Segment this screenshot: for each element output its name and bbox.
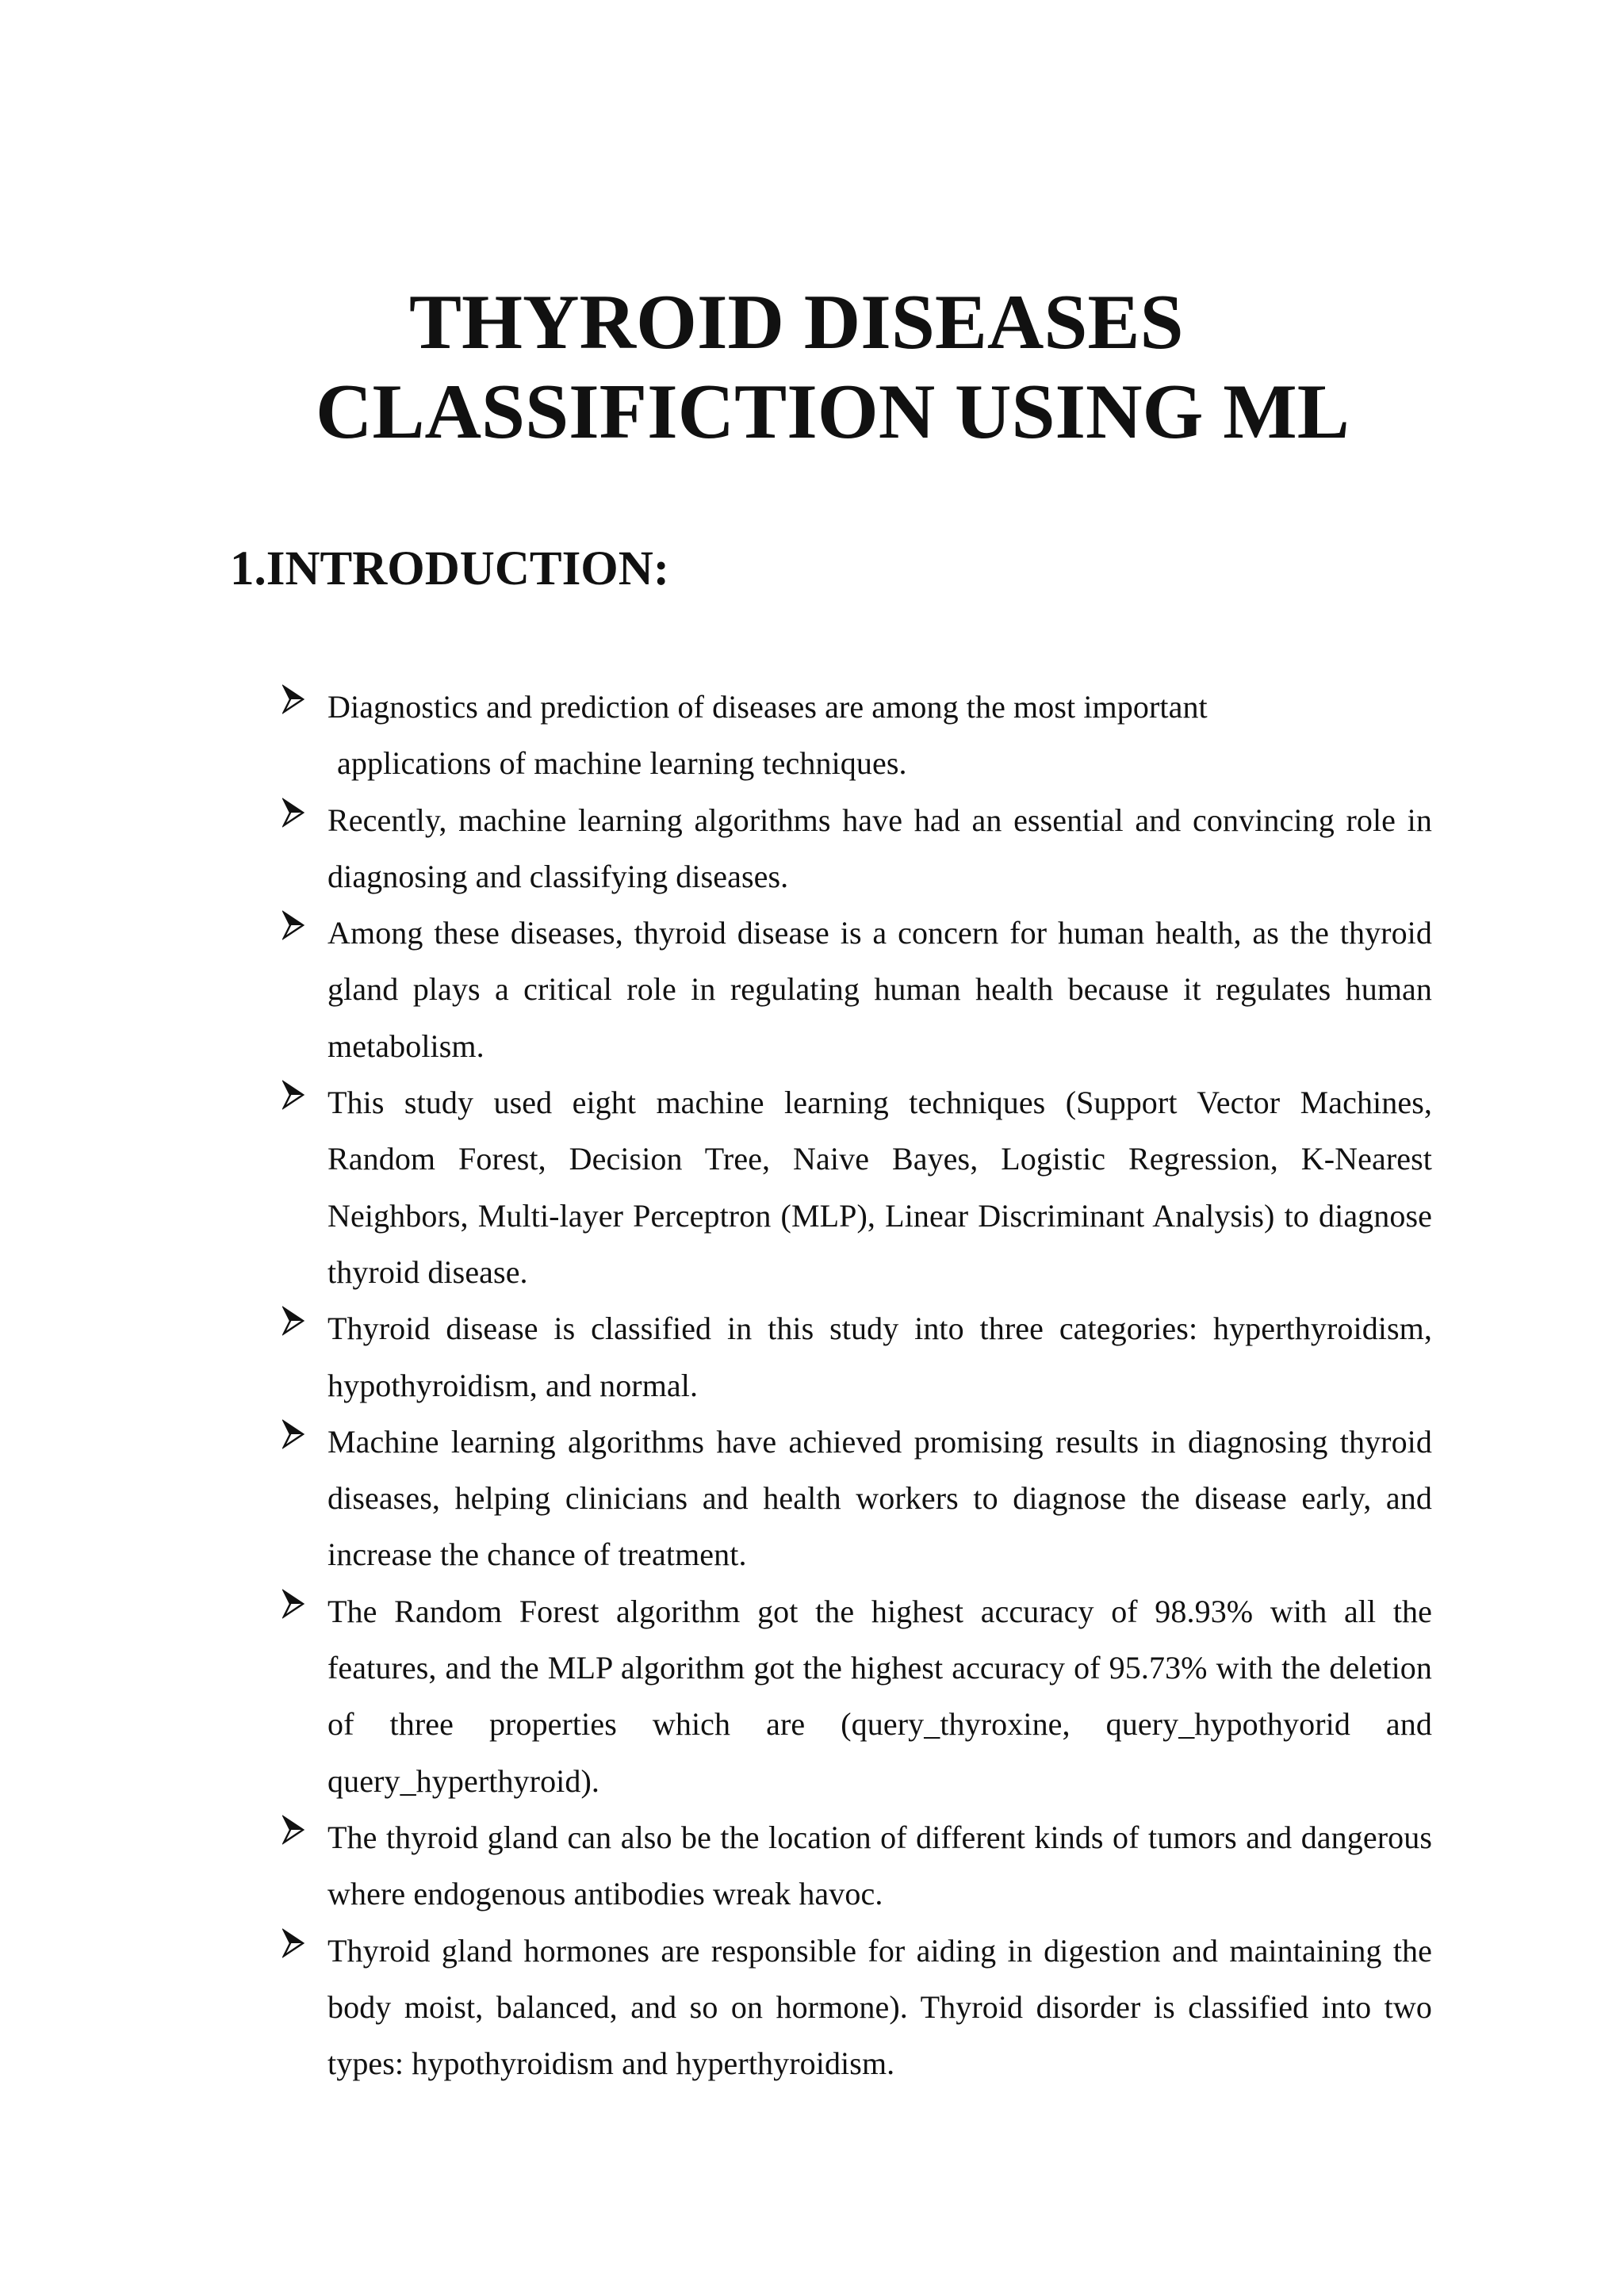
arrowhead-bullet-icon — [282, 1079, 304, 1111]
arrowhead-bullet-icon — [282, 1305, 304, 1337]
bullet-text — [327, 679, 1432, 792]
arrowhead-bullet-icon — [282, 797, 304, 828]
title-line-1: THYROID DISEASES — [409, 279, 1184, 365]
bullet-list — [0, 679, 1624, 2091]
bullet-text-line-2: applications of machine learning techniques. — [337, 745, 907, 782]
bullet-text: Among these diseases, thyroid disease is a concern for human health, as the thyroid gland plays a critical role in regulating human health because it regulates human metabolism. — [327, 915, 1432, 1064]
arrowhead-bullet-icon — [282, 683, 304, 715]
section-heading: 1.INTRODUCTION: — [230, 542, 670, 595]
bullet-text: Recently, machine learning algorithms have had an essential and convincing role in diagnosing and classifying diseases. — [327, 802, 1432, 894]
bullet-text: This study used eight machine learning techniques (Support Vector Machines, Random Forest, Decision Tree, Naive Bayes, Logistic Regression, K-Nearest Neighbors, Multi-layer Perceptron (MLP), Linear Discriminant Analysis) to diagnose thyroid disease. — [327, 1085, 1432, 1290]
bullet-text: Thyroid gland hormones are responsible for aiding in digestion and maintaining the body moist, balanced, and so on hormone). Thyroid disorder is classified into two types: hypothyroidism and hyperthyroidism. — [327, 1932, 1432, 2082]
bullet-text: The thyroid gland can also be the location of different kinds of tumors and dangerous where endogenous antibodies wreak havoc. — [327, 1819, 1432, 1912]
arrowhead-bullet-icon — [282, 1418, 304, 1450]
document-title — [0, 277, 1624, 457]
list-item — [0, 1074, 1624, 1300]
arrowhead-bullet-icon — [282, 1814, 304, 1846]
bullet-text: Machine learning algorithms have achieved promising results in diagnosing thyroid diseases, helping clinicians and health workers to diagnose the disease early, and increase the chance of treatment. — [327, 1423, 1432, 1573]
title-line-2: CLASSIFICTION USING ML — [316, 369, 1350, 455]
list-item — [0, 1923, 1624, 2092]
list-item — [0, 1583, 1624, 1809]
bullet-text: Thyroid disease is classified in this study into three categories: hyperthyroidism, hypothyroidism, and normal. — [327, 1311, 1432, 1403]
list-item — [0, 905, 1624, 1074]
bullet-text: The Random Forest algorithm got the highest accuracy of 98.93% with all the features, and the MLP algorithm got the highest accuracy of 95.73% with the deletion of three properties which are (query_thyroxine, query_hypothyorid and query_hyperthyroid). — [327, 1593, 1432, 1799]
bullet-text-line-1: Diagnostics and prediction of diseases are among the most important — [327, 689, 1208, 725]
list-item — [0, 1300, 1624, 1414]
arrowhead-bullet-icon — [282, 1927, 304, 1959]
list-item — [0, 1809, 1624, 1923]
arrowhead-bullet-icon — [282, 1588, 304, 1620]
list-item — [0, 792, 1624, 905]
list-item — [0, 679, 1624, 792]
list-item — [0, 1414, 1624, 1583]
arrowhead-bullet-icon — [282, 909, 304, 941]
